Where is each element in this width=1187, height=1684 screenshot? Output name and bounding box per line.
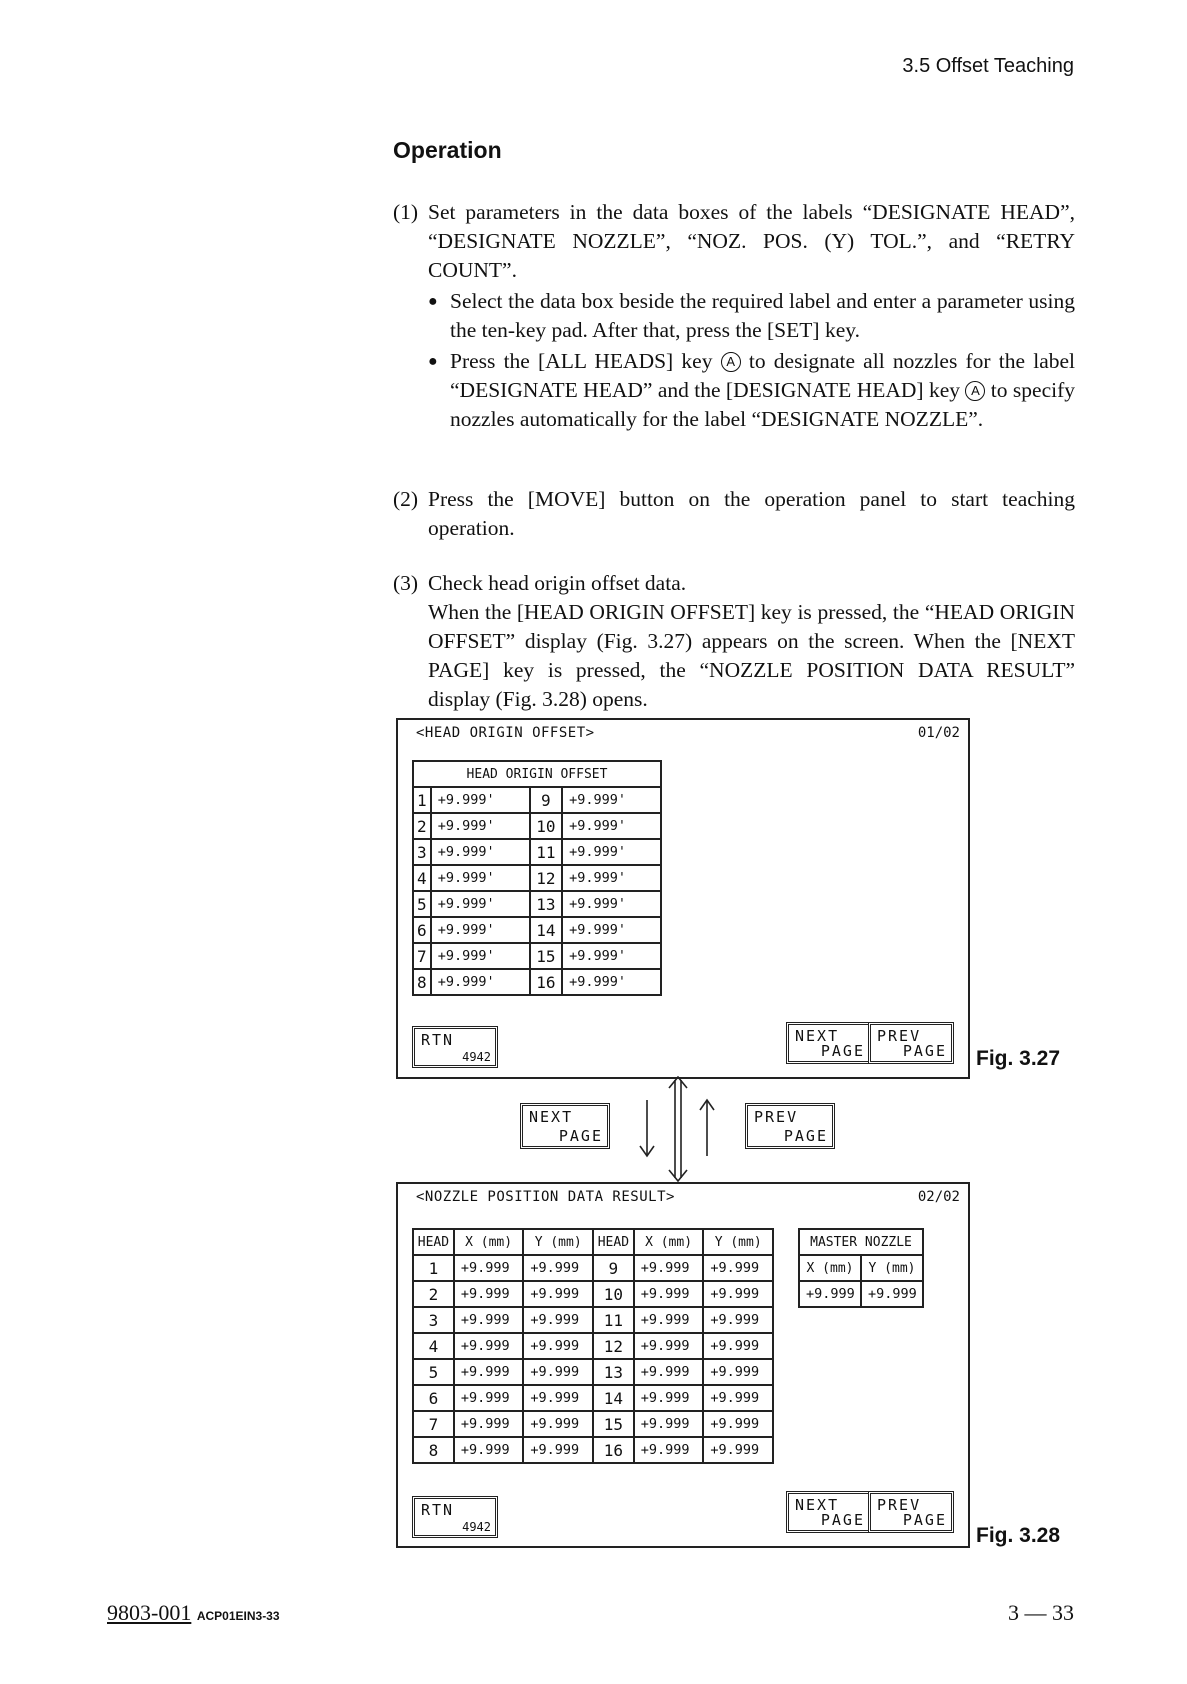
position-value: +9.999 xyxy=(634,1411,704,1437)
master-nozzle-table xyxy=(798,1228,924,1308)
head-number: 12 xyxy=(593,1333,634,1359)
column-header: Y (mm) xyxy=(703,1229,773,1255)
master-nozzle-title: MASTER NOZZLE xyxy=(799,1229,923,1255)
offset-value: +9.999' xyxy=(562,917,661,943)
head-number: 15 xyxy=(530,943,562,969)
navigation-arrows xyxy=(620,1076,720,1182)
position-value: +9.999 xyxy=(634,1333,704,1359)
button-label: NEXT xyxy=(795,1496,840,1514)
button-code: 4942 xyxy=(462,1520,491,1534)
position-value: +9.999 xyxy=(454,1437,524,1463)
button-label: PREV xyxy=(877,1027,922,1045)
button-label: PAGE xyxy=(820,1511,865,1529)
table-row xyxy=(413,839,661,865)
position-value: +9.999 xyxy=(523,1307,593,1333)
head-number: 5 xyxy=(413,1359,454,1385)
prev-page-button[interactable] xyxy=(868,1491,954,1533)
bullet-text: Select the data box beside the required label and enter a parameter using the ten-key pad. After that, press the [SET] key. xyxy=(450,289,1075,342)
offset-value: +9.999' xyxy=(562,839,661,865)
bullet-text-part: Press the [ALL HEADS] key xyxy=(450,349,713,373)
head-number: 6 xyxy=(413,917,431,943)
bullet-icon: ● xyxy=(428,353,438,370)
button-label: PREV xyxy=(754,1108,799,1126)
button-code: 4942 xyxy=(462,1050,491,1064)
table-row xyxy=(413,1359,773,1385)
position-value: +9.999 xyxy=(454,1411,524,1437)
position-value: +9.999 xyxy=(703,1411,773,1437)
double-arrow-icon xyxy=(669,1077,687,1181)
operation-heading: Operation xyxy=(393,137,502,163)
offset-value: +9.999' xyxy=(562,865,661,891)
head-number: 8 xyxy=(413,1437,454,1463)
head-number: 8 xyxy=(413,969,431,995)
head-number: 3 xyxy=(413,839,431,865)
head-number: 16 xyxy=(530,969,562,995)
position-value: +9.999 xyxy=(523,1437,593,1463)
table-row xyxy=(413,1411,773,1437)
position-value: +9.999 xyxy=(703,1307,773,1333)
down-arrow-icon xyxy=(640,1100,654,1156)
offset-value: +9.999' xyxy=(431,865,530,891)
table-row xyxy=(413,1281,773,1307)
table-header: HEAD ORIGIN OFFSET xyxy=(413,761,661,787)
position-value: +9.999 xyxy=(523,1411,593,1437)
position-value: +9.999 xyxy=(634,1255,704,1281)
head-number: 7 xyxy=(413,943,431,969)
position-value: +9.999 xyxy=(523,1281,593,1307)
head-number: 2 xyxy=(413,1281,454,1307)
head-number: 1 xyxy=(413,787,431,813)
position-value: +9.999 xyxy=(703,1385,773,1411)
head-number: 12 xyxy=(530,865,562,891)
figure-caption: Fig. 3.28 xyxy=(976,1524,1061,1547)
table-row xyxy=(413,1437,773,1463)
button-label: NEXT xyxy=(795,1027,840,1045)
step-text: Set parameters in the data boxes of the labels “DESIGNATE HEAD”, “DESIGNATE NOZZLE”, “NOZ. POS. (Y) TOL.”, and “RETRY COUNT”. xyxy=(428,200,1075,282)
page-number: 3 — 33 xyxy=(1008,1600,1074,1625)
step-number: (1) xyxy=(393,200,419,224)
button-label: PAGE xyxy=(558,1127,603,1145)
position-value: +9.999 xyxy=(523,1385,593,1411)
master-y-header: Y (mm) xyxy=(861,1255,923,1281)
position-value: +9.999 xyxy=(634,1307,704,1333)
column-header: HEAD xyxy=(413,1229,454,1255)
table-row xyxy=(413,787,661,813)
bullet-text xyxy=(450,347,1075,434)
button-label: PAGE xyxy=(783,1127,828,1145)
position-value: +9.999 xyxy=(454,1359,524,1385)
head-number: 14 xyxy=(530,917,562,943)
head-number: 13 xyxy=(530,891,562,917)
head-origin-offset-screen xyxy=(396,718,970,1079)
step-text: Press the [MOVE] button on the operation panel to start teaching operation. xyxy=(428,487,1075,540)
offset-value: +9.999' xyxy=(431,943,530,969)
table-row xyxy=(413,1385,773,1411)
offset-value: +9.999' xyxy=(562,787,661,813)
head-origin-offset-table xyxy=(412,760,662,996)
button-label: PAGE xyxy=(820,1042,865,1060)
next-page-button[interactable] xyxy=(520,1103,610,1149)
position-value: +9.999 xyxy=(523,1255,593,1281)
prev-page-button[interactable] xyxy=(868,1022,954,1064)
rtn-button[interactable] xyxy=(412,1026,498,1068)
offset-value: +9.999' xyxy=(562,891,661,917)
position-value: +9.999 xyxy=(454,1385,524,1411)
head-number: 9 xyxy=(530,787,562,813)
button-label: PAGE xyxy=(902,1042,947,1060)
position-value: +9.999 xyxy=(454,1281,524,1307)
step-2 xyxy=(393,485,1075,543)
position-value: +9.999 xyxy=(454,1333,524,1359)
column-header: X (mm) xyxy=(454,1229,524,1255)
head-number: 10 xyxy=(530,813,562,839)
nozzle-position-table xyxy=(412,1228,774,1464)
step-number: (2) xyxy=(393,487,419,511)
table-row xyxy=(413,813,661,839)
button-label: RTN xyxy=(421,1501,455,1519)
position-value: +9.999 xyxy=(523,1359,593,1385)
master-x-header: X (mm) xyxy=(799,1255,861,1281)
up-arrow-icon xyxy=(700,1100,714,1156)
head-number: 4 xyxy=(413,865,431,891)
offset-value: +9.999' xyxy=(562,813,661,839)
head-number: 16 xyxy=(593,1437,634,1463)
bullet-item xyxy=(428,347,1075,434)
doc-code: 9803-001 xyxy=(107,1600,192,1625)
next-page-button[interactable] xyxy=(786,1022,872,1064)
table-row xyxy=(413,943,661,969)
step-text-detail: When the [HEAD ORIGIN OFFSET] key is pressed, the “HEAD ORIGIN OFFSET” display (Fig. 3.27) appears on the screen. When the [NEXT PAGE] key is pressed, the “NOZZLE POSITION DATA RESULT” display (Fig. 3.28) opens. xyxy=(428,600,1075,711)
offset-value: +9.999' xyxy=(562,969,661,995)
button-label: NEXT xyxy=(529,1108,574,1126)
screen-title: <NOZZLE POSITION DATA RESULT> xyxy=(416,1189,675,1205)
page-indicator: 02/02 xyxy=(917,1189,960,1205)
position-value: +9.999 xyxy=(634,1359,704,1385)
position-value: +9.999 xyxy=(703,1333,773,1359)
column-header: HEAD xyxy=(593,1229,634,1255)
step-number: (3) xyxy=(393,571,419,595)
position-value: +9.999 xyxy=(703,1255,773,1281)
section-header: 3.5 Offset Teaching xyxy=(902,55,1074,77)
offset-value: +9.999' xyxy=(431,813,530,839)
circled-a-icon: A xyxy=(965,381,985,401)
offset-value: +9.999' xyxy=(431,969,530,995)
position-value: +9.999 xyxy=(703,1437,773,1463)
step-3 xyxy=(393,569,1075,714)
position-value: +9.999 xyxy=(703,1359,773,1385)
head-number: 11 xyxy=(593,1307,634,1333)
step-1 xyxy=(393,198,1075,434)
position-value: +9.999 xyxy=(454,1255,524,1281)
button-label: RTN xyxy=(421,1031,455,1049)
master-y-value: +9.999 xyxy=(861,1281,923,1307)
head-number: 11 xyxy=(530,839,562,865)
offset-value: +9.999' xyxy=(431,917,530,943)
page-indicator: 01/02 xyxy=(917,725,960,741)
bullet-item xyxy=(428,287,1075,345)
table-row xyxy=(413,891,661,917)
doc-id: ACP01EIN3-33 xyxy=(196,1609,280,1623)
table-row xyxy=(413,969,661,995)
head-number: 13 xyxy=(593,1359,634,1385)
head-number: 15 xyxy=(593,1411,634,1437)
step-text: Check head origin offset data. xyxy=(428,571,687,595)
offset-value: +9.999' xyxy=(431,891,530,917)
footer-document-code xyxy=(107,1600,280,1626)
table-row xyxy=(413,1307,773,1333)
head-number: 14 xyxy=(593,1385,634,1411)
position-value: +9.999 xyxy=(703,1281,773,1307)
circled-a-icon: A xyxy=(721,352,741,372)
head-number: 4 xyxy=(413,1333,454,1359)
table-row xyxy=(413,917,661,943)
nozzle-position-data-result-screen xyxy=(396,1182,970,1548)
position-value: +9.999 xyxy=(454,1307,524,1333)
head-number: 3 xyxy=(413,1307,454,1333)
head-number: 5 xyxy=(413,891,431,917)
head-number: 10 xyxy=(593,1281,634,1307)
head-number: 1 xyxy=(413,1255,454,1281)
column-header: Y (mm) xyxy=(523,1229,593,1255)
head-number: 9 xyxy=(593,1255,634,1281)
head-number: 2 xyxy=(413,813,431,839)
head-number: 7 xyxy=(413,1411,454,1437)
position-value: +9.999 xyxy=(634,1281,704,1307)
master-x-value: +9.999 xyxy=(799,1281,861,1307)
next-page-button[interactable] xyxy=(786,1491,872,1533)
offset-value: +9.999' xyxy=(431,839,530,865)
table-row xyxy=(413,865,661,891)
table-row xyxy=(413,1255,773,1281)
offset-value: +9.999' xyxy=(431,787,530,813)
bullet-text-part: to designate all nozzles for the label “DESIGNATE HEAD” and the [DESIGNATE HEAD] key xyxy=(450,349,1076,402)
column-header: X (mm) xyxy=(634,1229,704,1255)
position-value: +9.999 xyxy=(634,1437,704,1463)
prev-page-button[interactable] xyxy=(745,1103,835,1149)
bullet-text-part: to specify nozzles automatically for the label “DESIGNATE NOZZLE”. xyxy=(450,378,1075,431)
offset-value: +9.999' xyxy=(562,943,661,969)
head-number: 6 xyxy=(413,1385,454,1411)
screen-title: <HEAD ORIGIN OFFSET> xyxy=(416,725,595,741)
button-label: PREV xyxy=(877,1496,922,1514)
figure-caption: Fig. 3.27 xyxy=(976,1047,1061,1070)
rtn-button[interactable] xyxy=(412,1496,498,1538)
position-value: +9.999 xyxy=(634,1385,704,1411)
position-value: +9.999 xyxy=(523,1333,593,1359)
bullet-icon: ● xyxy=(428,293,438,310)
table-row xyxy=(413,1333,773,1359)
button-label: PAGE xyxy=(902,1511,947,1529)
